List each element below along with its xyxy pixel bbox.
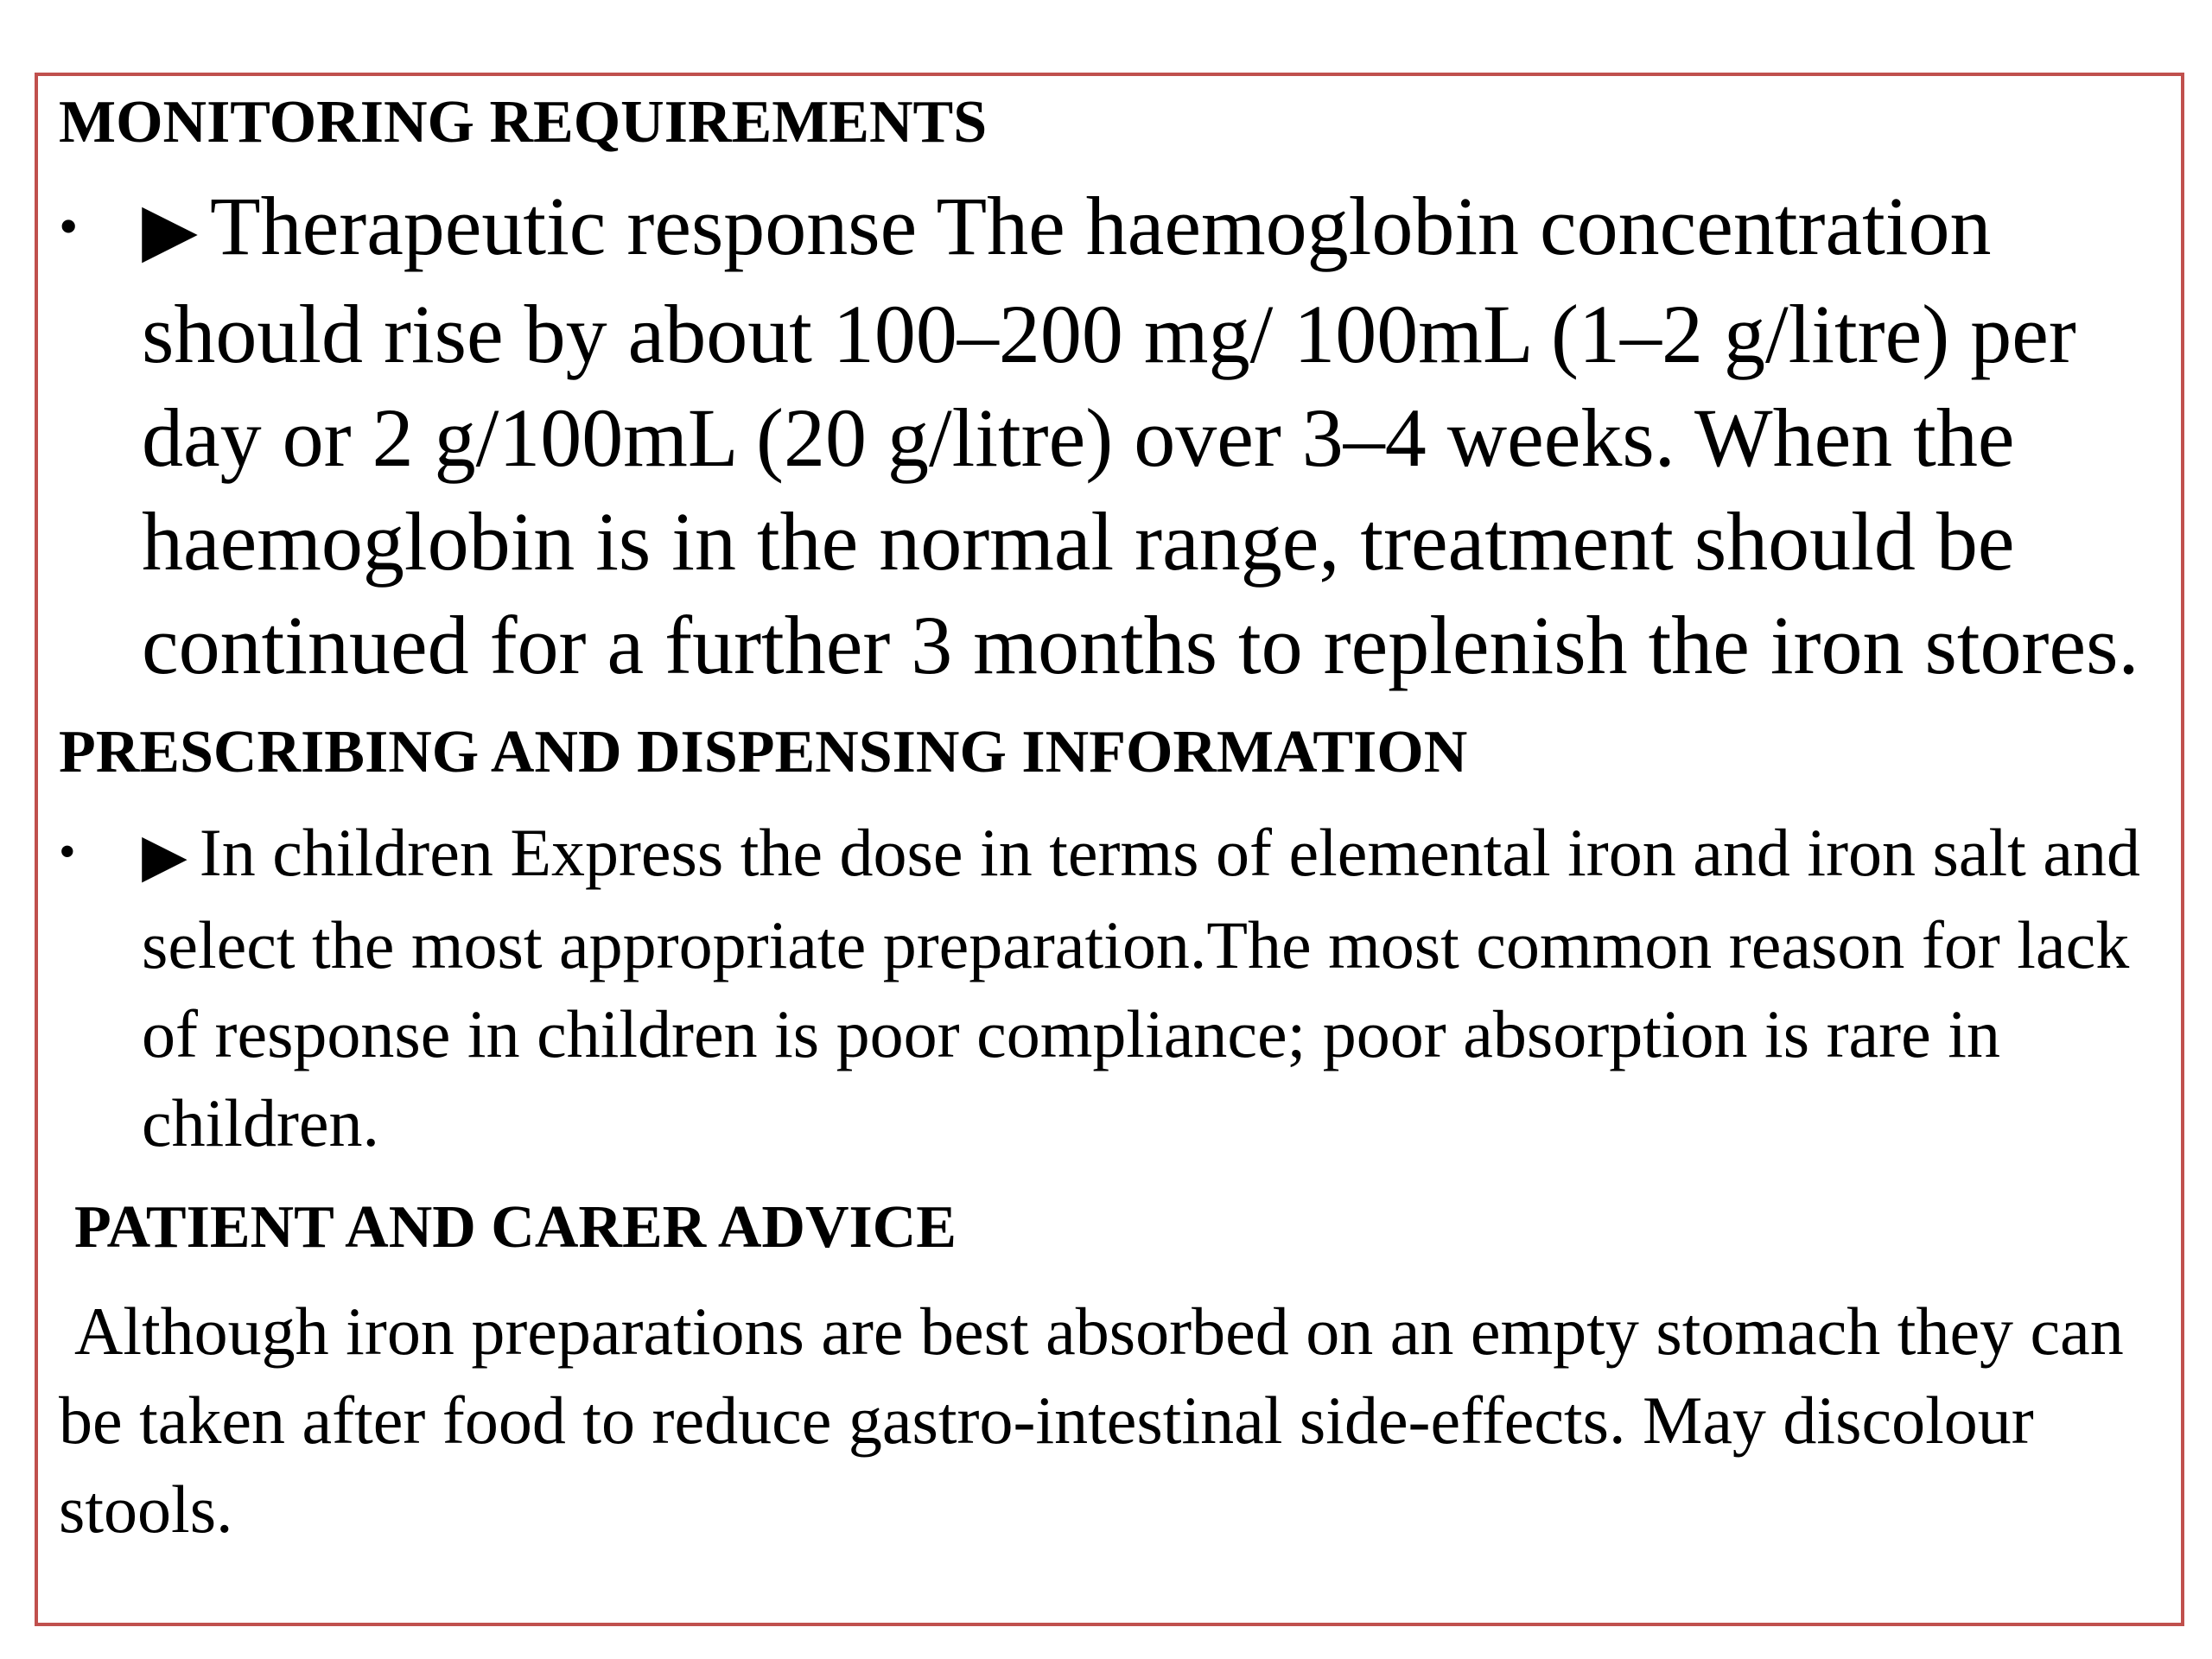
monitoring-bullet (59, 175, 2167, 697)
monitoring-requirements-heading: MONITORING REQUIREMENTS (59, 89, 988, 156)
bullet-icon: • (59, 195, 79, 257)
monitoring-text: Therapeutic response The haemoglobin concentration should rise by about 100–200 mg/ 100mL (1–2 g/litre) per day or 2 g/100mL (20 g/litre) over 3–4 weeks. When the haemoglobin is in the normal range, treatment should be continued for a further 3 months to replenish the iron stores. (142, 180, 2139, 691)
prescribing-dispensing-heading: PRESCRIBING AND DISPENSING INFORMATION (59, 719, 1468, 785)
prescribing-bullet (59, 808, 2167, 1167)
document-content (59, 86, 2167, 1554)
patient-advice-paragraph (59, 1287, 2167, 1554)
prescribing-text: In children Express the dose in terms of elemental iron and iron salt and select the most appropriate preparation.The most common reason for lack of response in children is poor compliance; poor absorption is rare in children. (142, 815, 2140, 1160)
bullet-icon: • (59, 825, 76, 879)
arrow-icon: ▶ (142, 823, 188, 888)
arrow-icon: ▶ (142, 190, 198, 270)
patient-advice-text: Although iron preparations are best absorbed on an empty stomach they can be taken after food to reduce gastro-intestinal side-effects. May discolour stools. (59, 1294, 2124, 1547)
patient-carer-advice-heading: PATIENT AND CARER ADVICE (74, 1194, 957, 1261)
